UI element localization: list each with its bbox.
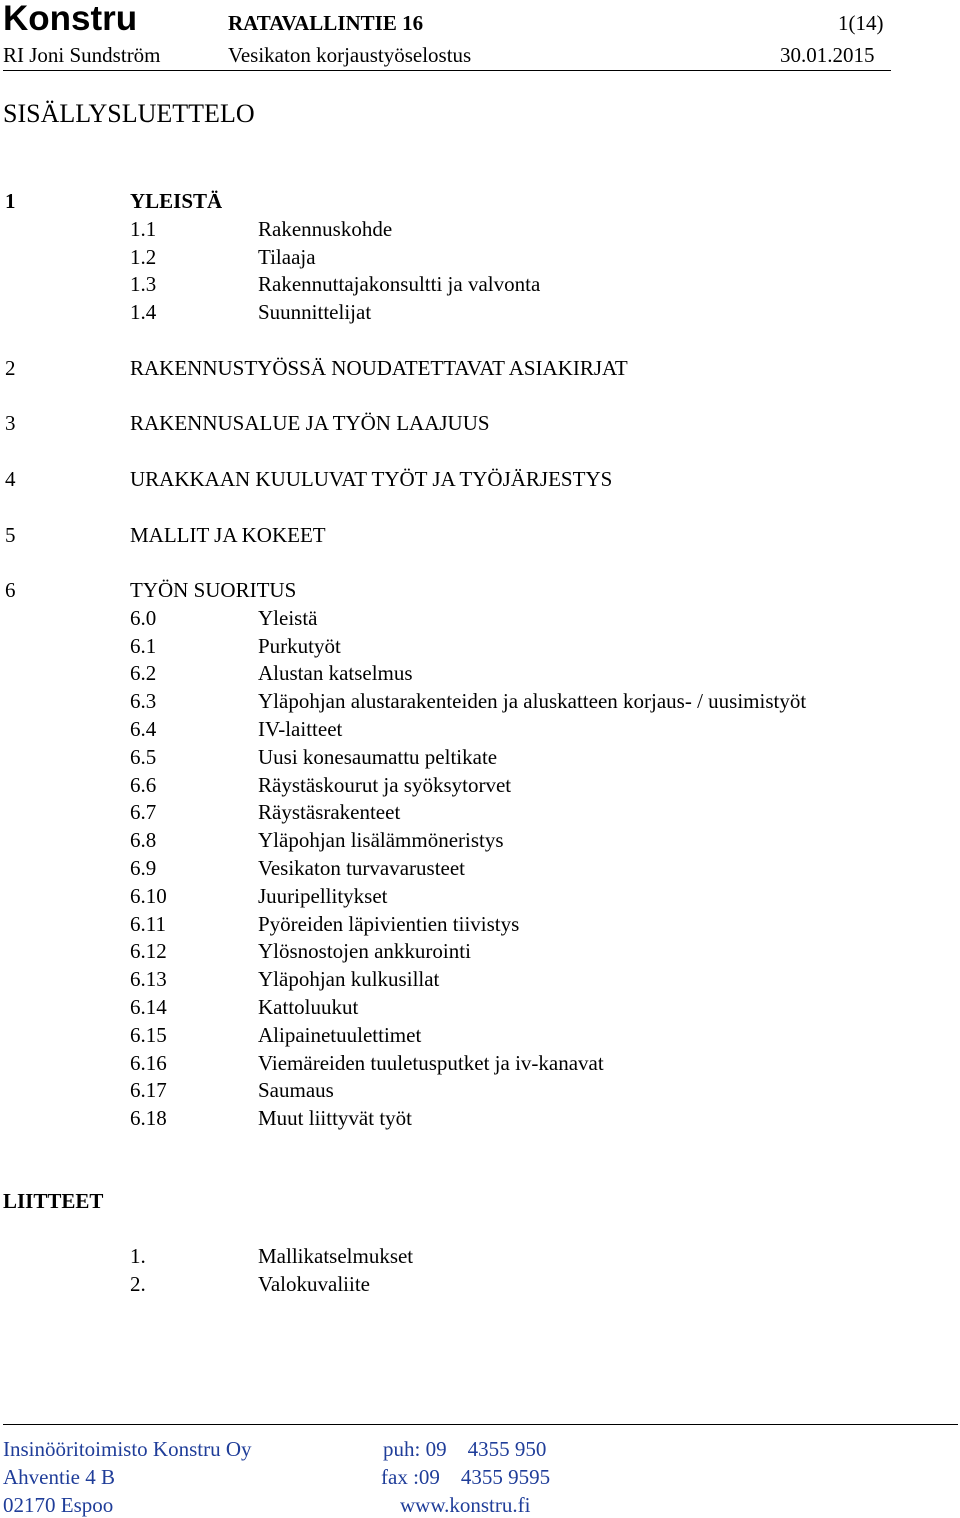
toc-number: 1.3 [130, 272, 157, 296]
toc-number: 1.4 [130, 300, 157, 324]
toc-entry: Juuripellitykset [258, 884, 388, 908]
toc-entry: Yläpohjan lisälämmöneristys [258, 828, 504, 852]
toc-number: 6.12 [130, 939, 167, 963]
project-name: RATAVALLINTIE 16 [228, 11, 424, 35]
company-logo: Konstru [3, 0, 138, 38]
toc-entry: Rakennuttajakonsultti ja valvonta [258, 272, 541, 296]
toc-number: 6.18 [130, 1106, 167, 1130]
toc-entry: Pyöreiden läpivientien tiivistys [258, 912, 520, 936]
document-date: 30.01.2015 [780, 43, 875, 67]
toc-number: 6.2 [130, 661, 157, 685]
header-divider [3, 70, 891, 71]
toc-number: 3 [5, 411, 16, 435]
toc-number: 6.16 [130, 1051, 167, 1075]
appendix-number: 2. [130, 1272, 146, 1296]
toc-heading: YLEISTÄ [130, 189, 223, 213]
toc-entry: Suunnittelijat [258, 300, 372, 324]
toc-number: 6.6 [130, 773, 157, 797]
toc-title: SISÄLLYSLUETTELO [3, 99, 255, 128]
footer-postal: 02170 Espoo [3, 1493, 114, 1517]
toc-number: 6.0 [130, 606, 157, 630]
footer-street: Ahventie 4 B [3, 1465, 115, 1489]
footer-fax: fax :09 4355 9595 [381, 1465, 551, 1489]
toc-entry: Yleistä [258, 606, 318, 630]
appendix-number: 1. [130, 1244, 146, 1268]
toc-entry: Saumaus [258, 1078, 334, 1102]
toc-number: 6.9 [130, 856, 157, 880]
footer-divider [3, 1424, 958, 1425]
page-number: 1(14) [838, 11, 884, 35]
toc-entry: Räystäsrakenteet [258, 800, 401, 824]
toc-number: 6.10 [130, 884, 167, 908]
toc-entry: Rakennuskohde [258, 217, 393, 241]
footer-phone: puh: 09 4355 950 [383, 1437, 547, 1461]
toc-number: 6.17 [130, 1078, 167, 1102]
toc-entry: Uusi konesaumattu peltikate [258, 745, 498, 769]
toc-heading: RAKENNUSTYÖSSÄ NOUDATETTAVAT ASIAKIRJAT [130, 356, 628, 380]
toc-number: 1.1 [130, 217, 157, 241]
toc-number: 6.13 [130, 967, 167, 991]
toc-number: 6.11 [130, 912, 166, 936]
toc-number: 6.4 [130, 717, 157, 741]
toc-number: 1.2 [130, 245, 157, 269]
toc-entry: Muut liittyvät työt [258, 1106, 413, 1130]
toc-entry: Räystäskourut ja syöksytorvet [258, 773, 512, 797]
toc-number: 6 [5, 578, 16, 602]
appendices-title: LIITTEET [3, 1189, 104, 1213]
toc-number: 6.15 [130, 1023, 167, 1047]
toc-number: 6.5 [130, 745, 157, 769]
toc-number: 6.1 [130, 634, 157, 658]
toc-entry: Yläpohjan alustarakenteiden ja aluskatteen korjaus- / uusimistyöt [258, 689, 807, 713]
toc-entry: Tilaaja [258, 245, 316, 269]
toc-entry: Vesikaton turvavarusteet [258, 856, 466, 880]
appendix-entry: Valokuvaliite [258, 1272, 370, 1296]
footer-company: Insinööritoimisto Konstru Oy [3, 1437, 252, 1461]
toc-heading: RAKENNUSALUE JA TYÖN LAAJUUS [130, 411, 490, 435]
toc-number: 6.3 [130, 689, 157, 713]
toc-number: 6.14 [130, 995, 167, 1019]
document-title: Vesikaton korjaustyöselostus [228, 43, 472, 67]
toc-number: 5 [5, 523, 16, 547]
toc-heading: MALLIT JA KOKEET [130, 523, 326, 547]
appendix-entry: Mallikatselmukset [258, 1244, 414, 1268]
toc-entry: IV-laitteet [258, 717, 343, 741]
toc-number: 1 [5, 189, 16, 213]
toc-heading: TYÖN SUORITUS [130, 578, 297, 602]
author: RI Joni Sundström [3, 43, 161, 67]
toc-number: 6.7 [130, 800, 157, 824]
toc-entry: Alustan katselmus [258, 661, 413, 685]
toc-number: 2 [5, 356, 16, 380]
toc-heading: URAKKAAN KUULUVAT TYÖT JA TYÖJÄRJESTYS [130, 467, 613, 491]
toc-entry: Alipainetuulettimet [258, 1023, 422, 1047]
toc-number: 4 [5, 467, 16, 491]
toc-entry: Purkutyöt [258, 634, 341, 658]
toc-entry: Ylösnostojen ankkurointi [258, 939, 471, 963]
toc-entry: Viemäreiden tuuletusputket ja iv-kanavat [258, 1051, 604, 1075]
footer-website-link[interactable]: www.konstru.fi [400, 1493, 531, 1517]
toc-entry: Kattoluukut [258, 995, 359, 1019]
toc-number: 6.8 [130, 828, 157, 852]
toc-entry: Yläpohjan kulkusillat [258, 967, 440, 991]
